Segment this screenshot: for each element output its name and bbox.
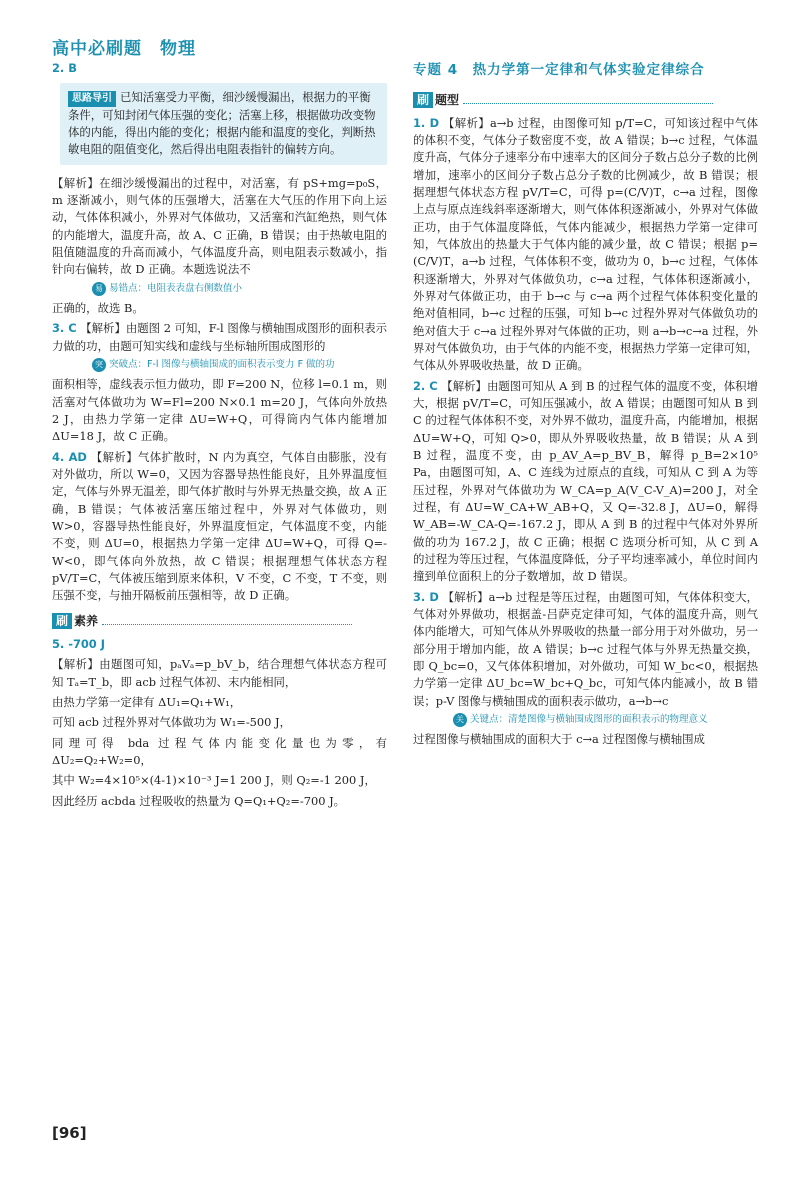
q2-number: 2. B <box>52 61 77 75</box>
guide-tag: 思路导引 <box>68 91 116 106</box>
q5-line: 因此经历 acbda 过程吸收的热量为 Q=Q₁+Q₂=-700 J。 <box>52 793 346 808</box>
q2-analysis: 【解析】在细沙缓慢漏出的过程中，对活塞，有 pS+mg=p₀S，m 逐渐减小，则气体的压强增大，活塞在大气压的作用下向上运动，气体体积减小，外界对气体做功，又活塞和汽缸绝热，则气体的内能增大，温度升高，故 A、C 正确，B 错误；由于热敏电阻的阻值随温度的升高而减小，气体温度升高，则电阻表示数减小，指针向右偏转，故 D 正确。本题选说法不 <box>52 175 387 277</box>
q2-guide-box <box>60 83 387 164</box>
r3-note-text: 关键点：清楚图像与横轴围成图形的面积表示的物理意义 <box>470 713 708 725</box>
r1-text: 【解析】a→b 过程，由图像可知 p/T=C，可知该过程中气体的体积不变，气体分子数密度不变，故 A 错误；b→c 过程，气体温度升高，气体分子速率分布中速率大的区间分子数占总分子数的比例增加，速率小的区间分子数占总分子数的比例减少，故 B 错误；根据理想气体状态方程 pV/T=C，可得 p=(C/V)T，c→a 过程，图像上点与原点连线斜率逐渐增大，则气体体积逐渐减小，外界对气体做正功，由于气体温度降低，气体内能减少，根据热力学第一定律可知，气体放出的热量大于气体内能的减少量，故 C 错误；根据 p=(C/V)T，a→b 过程，气体体积不变，做功为 0，b→c 过程，气体体积逐渐增大，外界对气体做负功，c→a 过程，气体体积逐渐减小，外界对气体做正功，由于 b→c 与 c→a 两个过程气体体积变化量的绝对值相同，b→c 过程的压强，可知 b→c 过程外界对气体做负功的绝对值大于 c→a 过程外界对气体做的正功，则 a→b→c→a 过程，外界对气体做负功，由于气体的内能不变，根据热力学第一定律可知，气体从外界吸收热量，故 D 正确。 <box>413 115 758 373</box>
r2-text: 【解析】由题图可知从 A 到 B 的过程气体的温度不变，体积增大，根据 pV/T=C，可知压强减小，故 A 错误；由题图可知从 B 到 C 的过程气体体积不变，对外界不做功，温度升高，内能增加，根据 ΔU=W+Q，可知 Q>0，即从外界吸收热量，故 B 错误；从 A 到 B 过程，温度不变，由 p_AV_A=p_BV_B，解得 p_B=2×10⁵ Pa，由题图可知，A、C 连线为过原点的直线，可知从 C 到 A 为等压过程，外界对气体做功为 W_CA=p_A(V_C-V_A)=200 J，对全过程，有 ΔU=W_CA+W_AB+Q，又 Q=-32.8 J，ΔU=0，解得 W_AB=-W_CA-Q=-167.2 J，即从 A 到 B 的过程中气体对外界所做的功为 167.2 J，故 C 正确；根据 C 选项分析可知，从 C 到 A 的过程为等压过程，气体温度降低，分子平均速率减小，单位时间内撞到单位面积上的分子数增加，故 D 错误。 <box>413 378 758 584</box>
q3-text2: 面积相等，虚线表示恒力做功，即 F=200 N，位移 l=0.1 m，则活塞对气体做功为 W=Fl=200 N×0.1 m=20 J，气体向外放热 2 J，由热力学第一定律 ΔU=W+Q，可得筒内气体内能增加 ΔU=18 J，故 C 正确。 <box>52 377 387 444</box>
left-column <box>52 60 387 813</box>
right-column <box>413 60 758 752</box>
q4-text: 【解析】气体扩散时，N 内为真空，气体自由膨胀，没有对外做功，所以 W=0，又因为容器导热性能良好，且外界温度恒定，气体与外界无温差，即气体扩散时与外界无热量交换，故 A 正确，B 错误；气体被活塞压缩过程中，外界对气体做功，则 W>0，容器导热性能良好，外界温度恒定，气体温度不变，内能不变，则 ΔU=0，根据热力学第一定律 ΔU=W+Q，可得 Q=-W<0，即气体向外放热，故 C 错误；根据理想气体状态方程 pV/T=C，气体被压缩到原来体积，V 不变，C 不变，T 不变，则压强不变，与抽开隔板前压强相等，故 D 正确。 <box>52 449 387 603</box>
q5-line: 同理可得 bda 过程气体内能变化量也为零，有 ΔU₂=Q₂+W₂=0， <box>52 735 387 767</box>
page-header-title: 高中必刷题 物理 <box>52 39 196 59</box>
q4-number: 4. AD <box>52 449 87 464</box>
warning-icon: 易 <box>92 282 106 296</box>
q5-number: 5. -700 J <box>52 636 105 651</box>
r1-number: 1. D <box>413 115 440 130</box>
key-icon: 突 <box>92 358 106 372</box>
q5-line: 可知 acb 过程外界对气体做功为 W₁=-500 J， <box>52 715 291 730</box>
q3-note <box>92 358 387 372</box>
topic-title: 专题 4 热力学第一定律和气体实验定律综合 <box>413 62 705 78</box>
q3-note-text: 突破点：F-l 图像与横轴围成的面积表示变力 F 做的功 <box>109 359 335 371</box>
q2-guide-text: 已知活塞受力平衡，细沙缓慢漏出，根据力的平衡条件，可知封闭气体压强的变化；活塞上移，根据做功改变物体的内能，得出内能的变化；根据内能和温度的变化，判断热敏电阻的阻值变化，然后得出电阻表指针的偏转方向。 <box>68 90 376 157</box>
q5-line: 其中 W₂=4×10⁵×(4-1)×10⁻³ J=1 200 J，则 Q₂=-1 200 J， <box>52 773 376 788</box>
section-box: 刷 <box>413 92 433 108</box>
q2-note <box>92 282 387 296</box>
section-label: 素养 <box>74 613 99 628</box>
r2-number: 2. C <box>413 378 438 393</box>
r3-end: 过程图像与横轴围成的面积大于 c→a 过程图像与横轴围成 <box>413 732 705 747</box>
section-divider <box>463 103 713 104</box>
r3-text: 【解析】a→b 过程是等压过程，由题图可知，气体体积变大，气体对外界做功，根据盖-吕萨克定律可知，气体的温度升高，则气体内能增大，可知气体从外界吸收的热量一部分用于对外做功，另一部分用于增加内能，故 A 错误；b→c 过程气体与外界无热量交换，即 Q_bc=0，又气体体积增加，对外做功，可知 W_bc<0，根据热力学第一定律 ΔU_bc=W_bc+Q_bc，可知气体内能减小，故 B 错误；p-V 图像与横轴围成的面积表示做功，a→b→c <box>413 589 758 708</box>
page-number: [96] <box>52 1124 87 1142</box>
r3-note <box>453 713 758 727</box>
r3-number: 3. D <box>413 589 439 604</box>
q5-line: 由热力学第一定律有 ΔU₁=Q₁+W₁， <box>52 694 242 709</box>
q2-note-text: 易错点：电阻表表盘右侧数值小 <box>109 282 243 294</box>
q5-line: 【解析】由题图可知，pₐVₐ=p_bV_b，结合理想气体状态方程可知 Tₐ=T_b，即 acb 过程气体初、末内能相同， <box>52 657 387 689</box>
q3-text: 【解析】由题图 2 可知，F-l 图像与横轴围成图形的面积表示力做的功，由题可知实线和虚线与坐标轴所围成图形的 <box>52 321 387 353</box>
section-divider <box>102 624 352 625</box>
section-heading-literacy <box>52 612 352 630</box>
section-box: 刷 <box>52 613 72 629</box>
section-label: 题型 <box>435 92 460 107</box>
key-icon: 关 <box>453 713 467 727</box>
q3-number: 3. C <box>52 321 77 336</box>
q2-end: 正确的，故选 B。 <box>52 301 144 316</box>
section-heading-types <box>413 91 713 109</box>
